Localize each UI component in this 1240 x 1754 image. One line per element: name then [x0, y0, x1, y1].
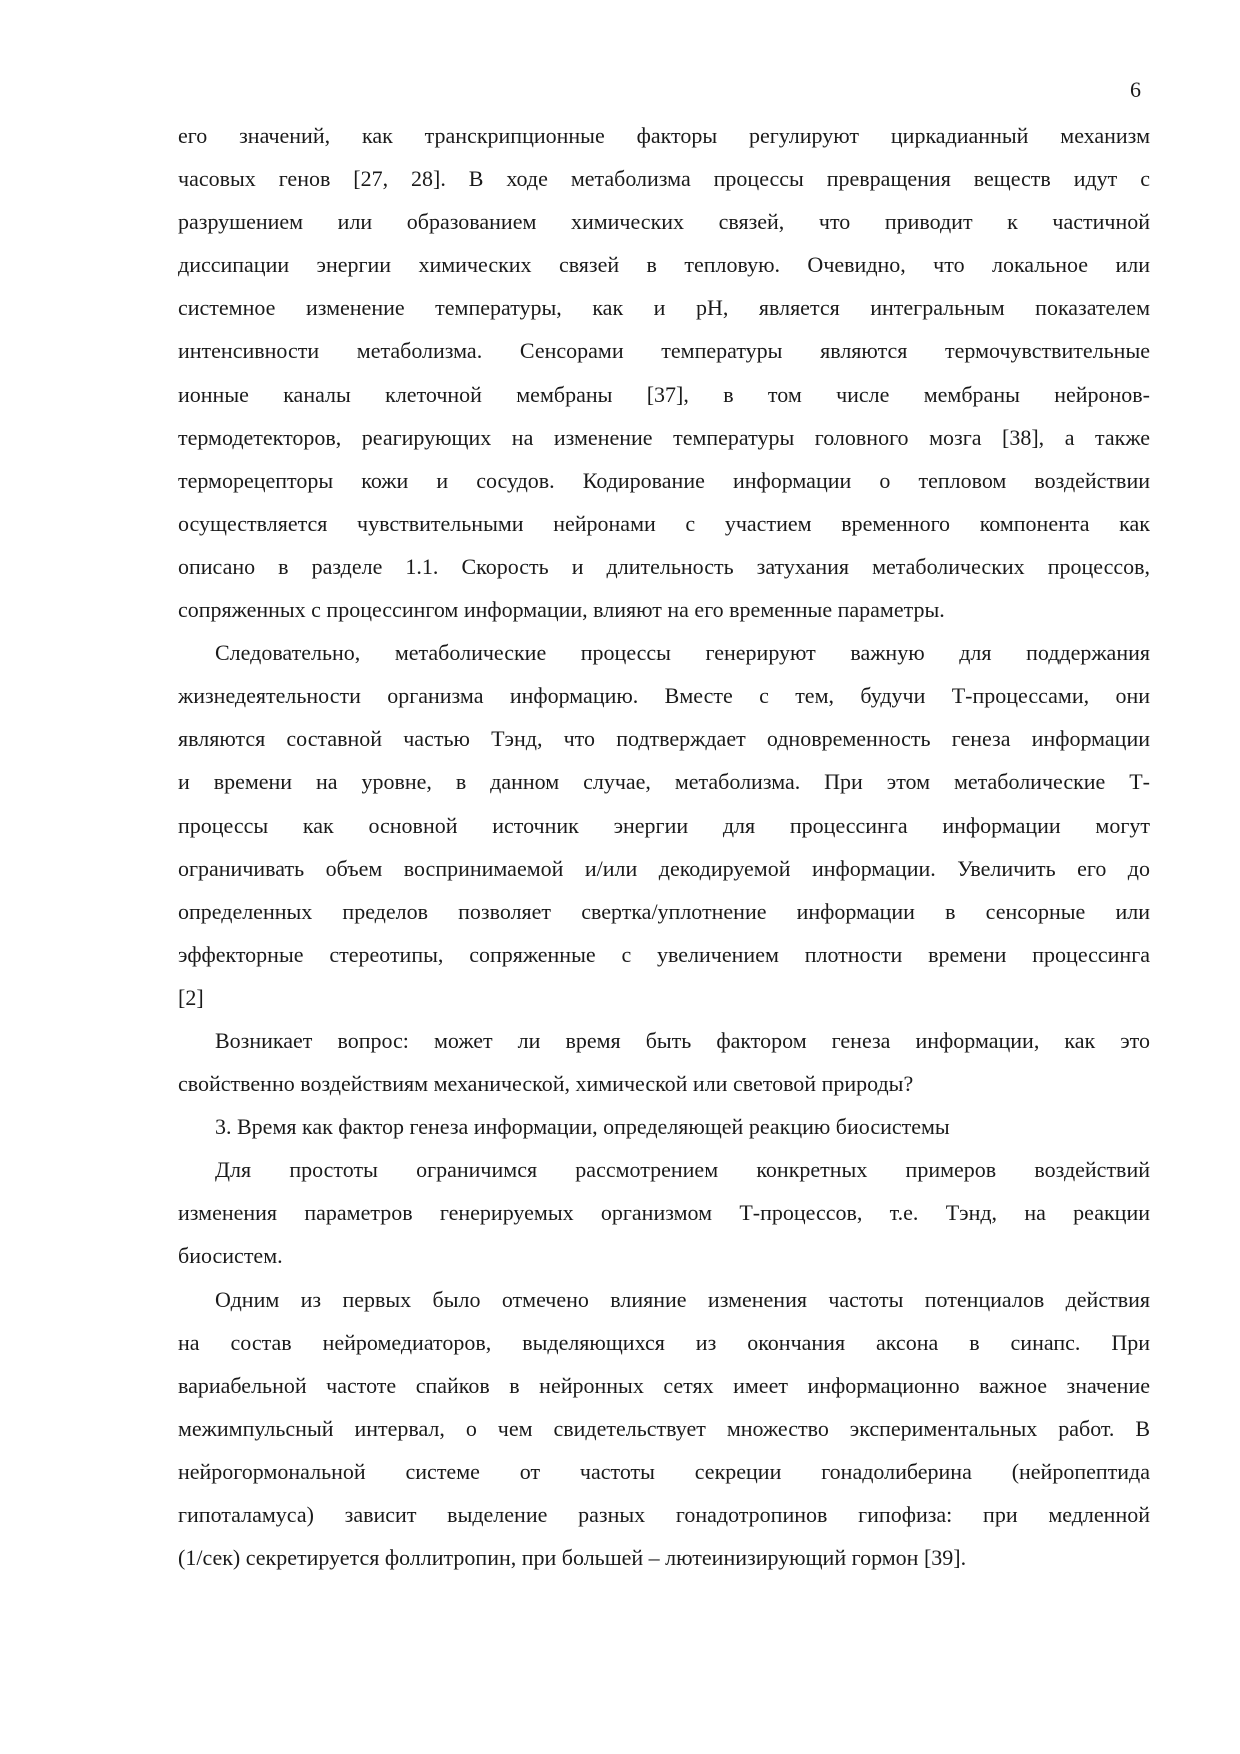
text-line: нейрогормональной системе от частоты секреции гонадолиберина (нейропептида — [178, 1458, 1150, 1484]
text-line: разрушением или образованием химических связей, что приводит к частичной — [178, 209, 1150, 235]
text-line: осуществляется чувствительными нейронами с участием временного компонента как — [178, 510, 1150, 536]
text-line: [2] — [178, 984, 204, 1010]
text-line: часовых генов [27, 28]. В ходе метаболизма процессы превращения веществ идут с — [178, 166, 1150, 192]
document-body — [178, 114, 1150, 1579]
text-line: системное изменение температуры, как и рН, является интегральным показателем — [178, 295, 1150, 321]
text-line: на состав нейромедиаторов, выделяющихся из окончания аксона в синапс. При — [178, 1329, 1150, 1355]
text-line: Одним из первых было отмечено влияние изменения частоты потенциалов действия — [215, 1286, 1150, 1312]
text-line: свойственно воздействиям механической, химической или световой природы? — [178, 1071, 914, 1097]
text-line: описано в разделе 1.1. Скорость и длительность затухания метаболических процессов, — [178, 553, 1150, 579]
text-line: термодетекторов, реагирующих на изменение температуры головного мозга [38], а также — [178, 424, 1150, 450]
text-line: ограничивать объем воспринимаемой и/или декодируемой информации. Увеличить его до — [178, 855, 1150, 881]
text-line: ионные каналы клеточной мембраны [37], в том числе мембраны нейронов- — [178, 381, 1150, 407]
text-line: вариабельной частоте спайков в нейронных сетях имеет информационно важное значение — [178, 1372, 1150, 1398]
text-line: Для простоты ограничимся рассмотрением конкретных примеров воздействий — [215, 1157, 1150, 1183]
text-line: процессы как основной источник энергии для процессинга информации могут — [178, 812, 1150, 838]
text-line: межимпульсный интервал, о чем свидетельствует множество экспериментальных работ. В — [178, 1415, 1150, 1441]
text-line: биосистем. — [178, 1243, 283, 1269]
text-line: гипоталамуса) зависит выделение разных гонадотропинов гипофиза: при медленной — [178, 1502, 1150, 1527]
text-line: (1/сек) секретируется фоллитропин, при большей – лютеинизирующий гормон [39]. — [178, 1545, 967, 1571]
text-line: 3. Время как фактор генеза информации, определяющей реакцию биосистемы — [215, 1114, 950, 1140]
text-line: жизнедеятельности организма информацию. Вместе с тем, будучи Т-процессами, они — [178, 683, 1150, 709]
text-line: Следовательно, метаболические процессы генерируют важную для поддержания — [215, 640, 1150, 666]
text-line: и времени на уровне, в данном случае, метаболизма. При этом метаболические Т- — [178, 769, 1150, 795]
text-line: сопряженных с процессингом информации, влияют на его временные параметры. — [178, 597, 945, 623]
text-line: определенных пределов позволяет свертка/уплотнение информации в сенсорные или — [178, 898, 1150, 924]
text-line: его значений, как транскрипционные факторы регулируют циркадианный механизм — [178, 123, 1150, 148]
text-line: интенсивности метаболизма. Сенсорами температуры являются термочувствительные — [178, 338, 1150, 364]
text-line: терморецепторы кожи и сосудов. Кодирование информации о тепловом воздействии — [178, 467, 1150, 493]
text-line: изменения параметров генерируемых организмом Т-процессов, т.е. Тэнд, на реакции — [178, 1200, 1150, 1226]
text-line: эффекторные стереотипы, сопряженные с увеличением плотности времени процессинга — [178, 941, 1150, 967]
text-line: диссипации энергии химических связей в тепловую. Очевидно, что локальное или — [178, 252, 1150, 278]
text-line: являются составной частью Тэнд, что подтверждает одновременность генеза информации — [178, 726, 1150, 752]
text-line: Возникает вопрос: может ли время быть фактором генеза информации, как это — [215, 1027, 1150, 1053]
page-number: 6 — [1130, 77, 1141, 102]
